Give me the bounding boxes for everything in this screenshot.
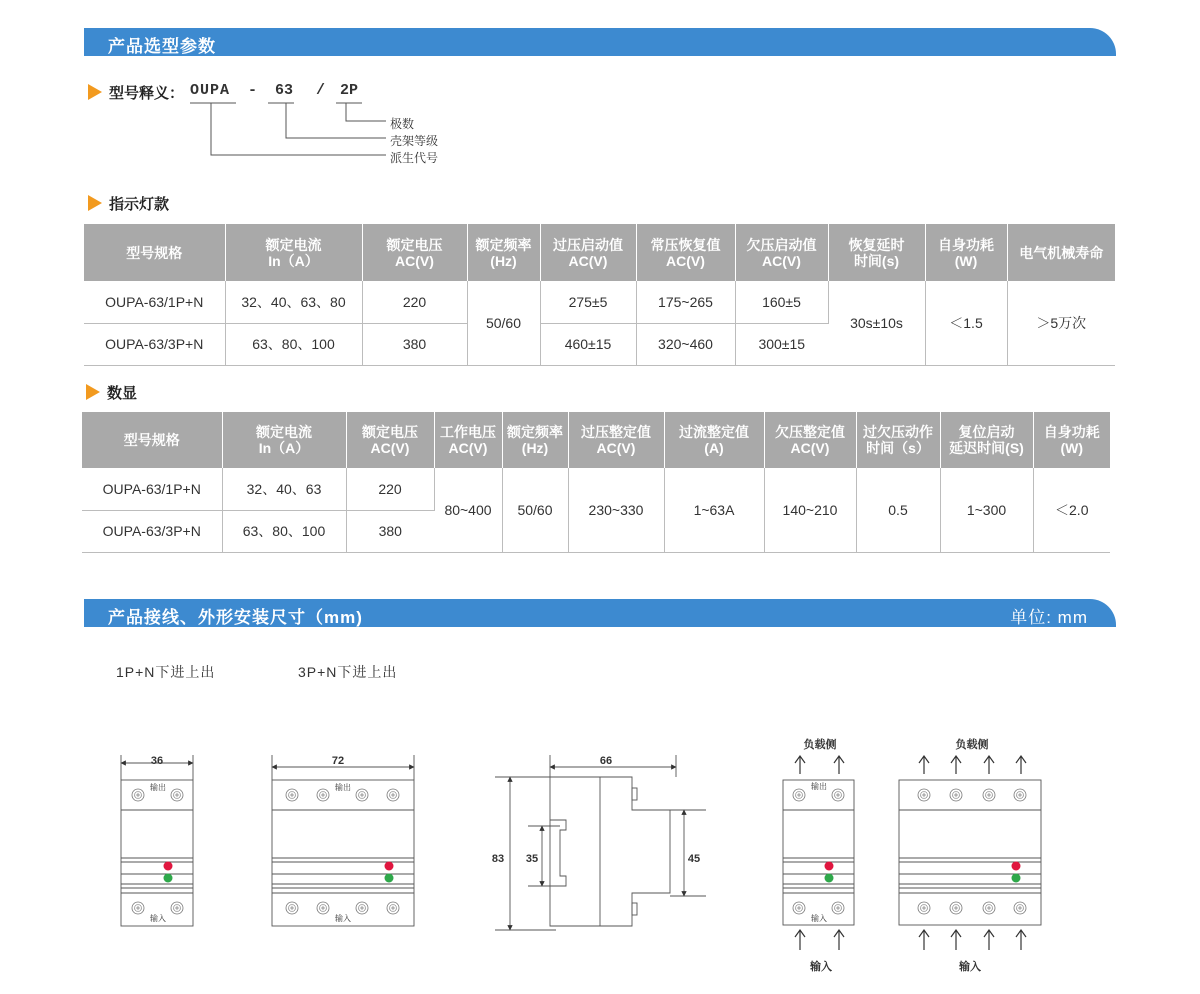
- col-header: 额定电流 In（A）: [222, 412, 346, 468]
- cell-uv: 300±15: [735, 323, 828, 365]
- cell-life: ＞5万次: [1007, 281, 1115, 365]
- drawing-side-view: [495, 755, 706, 930]
- cell-voltage: 220: [362, 281, 467, 323]
- cell-oc: 1~63A: [664, 468, 764, 552]
- col-header: 复位启动 延迟时间(S): [940, 412, 1033, 468]
- green-led-icon: [1012, 874, 1021, 883]
- dim-depth: 66: [599, 755, 613, 767]
- col-header: 欠压整定值 AC(V): [764, 412, 856, 468]
- drawing-1p-front: [121, 755, 193, 926]
- cell-model: OUPA-63/3P+N: [84, 323, 225, 365]
- cell-current: 63、80、100: [222, 510, 346, 552]
- col-header: 额定电流 In（A）: [225, 224, 362, 281]
- col-header: 欠压启动值 AC(V): [735, 224, 828, 281]
- col-header: 过欠压动作 时间（s）: [856, 412, 940, 468]
- load-side-label: 负载侧: [803, 739, 837, 751]
- red-led-icon: [385, 862, 394, 871]
- legend-frame: 壳架等级: [390, 134, 439, 148]
- cell-ov: 275±5: [540, 281, 636, 323]
- table-row: [82, 468, 1110, 510]
- cell-model: OUPA-63/1P+N: [82, 468, 222, 510]
- col-header: 过流整定值 (A): [664, 412, 764, 468]
- cell-power: ＜1.5: [925, 281, 1007, 365]
- col-header: 型号规格: [84, 224, 225, 281]
- col-header: 自身功耗 (W): [925, 224, 1007, 281]
- section-title: 产品选型参数: [108, 37, 216, 56]
- col-header: 额定电压 AC(V): [362, 224, 467, 281]
- cell-delay: 30s±10s: [828, 281, 925, 365]
- input-label: 输入: [959, 961, 981, 973]
- model-slash: /: [316, 82, 326, 99]
- indicator-title: 指示灯款: [109, 196, 170, 213]
- dim-height-rail: 35: [525, 853, 539, 865]
- arrow-marker-icon: [88, 84, 102, 100]
- cell-ov: 230~330: [568, 468, 664, 552]
- cell-current: 32、40、63、80: [225, 281, 362, 323]
- cell-current: 63、80、100: [225, 323, 362, 365]
- indicator-table: [84, 224, 1115, 366]
- col-header: 自身功耗 (W): [1033, 412, 1110, 468]
- green-led-icon: [164, 874, 173, 883]
- load-side-label: 负载侧: [955, 739, 989, 751]
- cell-act-time: 0.5: [856, 468, 940, 552]
- cell-voltage: 220: [346, 468, 434, 510]
- col-header: 过压启动值 AC(V): [540, 224, 636, 281]
- col-header: 型号规格: [82, 412, 222, 468]
- col-header: 过压整定值 AC(V): [568, 412, 664, 468]
- cell-freq: 50/60: [502, 468, 568, 552]
- wiring-label-1p: 1P+N下进上出: [116, 664, 216, 680]
- in-label: 输入: [150, 914, 166, 923]
- col-header: 恢复延时 时间(s): [828, 224, 925, 281]
- out-label: 输出: [150, 783, 166, 792]
- cell-model: OUPA-63/3P+N: [82, 510, 222, 552]
- section-bar-selection: [84, 28, 1116, 56]
- cell-voltage: 380: [362, 323, 467, 365]
- section-title: 产品接线、外形安装尺寸（mm): [108, 608, 363, 627]
- legend-poles: 极数: [390, 117, 415, 131]
- green-led-icon: [385, 874, 394, 883]
- cell-model: OUPA-63/1P+N: [84, 281, 225, 323]
- table-header-row: [84, 224, 1115, 281]
- dim-width-3p: 72: [331, 755, 345, 767]
- dim-width-1p: 36: [150, 755, 164, 767]
- red-led-icon: [1012, 862, 1021, 871]
- cell-power: ＜2.0: [1033, 468, 1110, 552]
- section-bar-dimensions: [84, 599, 1116, 627]
- cell-recover: 320~460: [636, 323, 735, 365]
- cell-reset: 1~300: [940, 468, 1033, 552]
- dimension-drawings: [0, 700, 1200, 990]
- cell-ov: 460±15: [540, 323, 636, 365]
- in-label: 输入: [335, 914, 351, 923]
- out-label: 输出: [811, 782, 827, 791]
- arrow-marker-icon: [86, 384, 100, 400]
- col-header: 常压恢复值 AC(V): [636, 224, 735, 281]
- legend-derived: 派生代号: [390, 151, 439, 165]
- col-header: 额定频率 (Hz): [502, 412, 568, 468]
- dim-height-total: 83: [491, 853, 505, 865]
- model-code: OUPA: [190, 82, 231, 99]
- model-poles: 2P: [340, 82, 359, 99]
- drawing-1p-wiring: [783, 780, 854, 925]
- cell-recover: 175~265: [636, 281, 735, 323]
- col-header: 电气机械寿命: [1007, 224, 1115, 281]
- cell-work-voltage: 80~400: [434, 468, 502, 552]
- cell-uv: 140~210: [764, 468, 856, 552]
- cell-freq: 50/60: [467, 281, 540, 365]
- model-def-label: 型号释义：: [109, 85, 185, 102]
- col-header: 额定频率 (Hz): [467, 224, 540, 281]
- cell-voltage: 380: [346, 510, 434, 552]
- table-row: [84, 281, 1115, 323]
- dim-height-front: 45: [687, 853, 701, 865]
- digital-table: [82, 412, 1110, 553]
- col-header: 额定电压 AC(V): [346, 412, 434, 468]
- wiring-label-3p: 3P+N下进上出: [298, 664, 398, 680]
- model-dash: -: [248, 82, 258, 99]
- red-led-icon: [164, 862, 173, 871]
- cell-uv: 160±5: [735, 281, 828, 323]
- input-label: 输入: [810, 961, 832, 973]
- out-label: 输出: [335, 783, 351, 792]
- in-label: 输入: [811, 914, 827, 923]
- red-led-icon: [825, 862, 834, 871]
- model-frame: 63: [275, 82, 294, 99]
- table-header-row: [82, 412, 1110, 468]
- col-header: 工作电压 AC(V): [434, 412, 502, 468]
- cell-current: 32、40、63: [222, 468, 346, 510]
- drawing-3p-front: [272, 755, 414, 926]
- unit-label: 单位: mm: [1010, 608, 1088, 627]
- green-led-icon: [825, 874, 834, 883]
- digital-title: 数显: [107, 385, 138, 402]
- arrow-marker-icon: [88, 195, 102, 211]
